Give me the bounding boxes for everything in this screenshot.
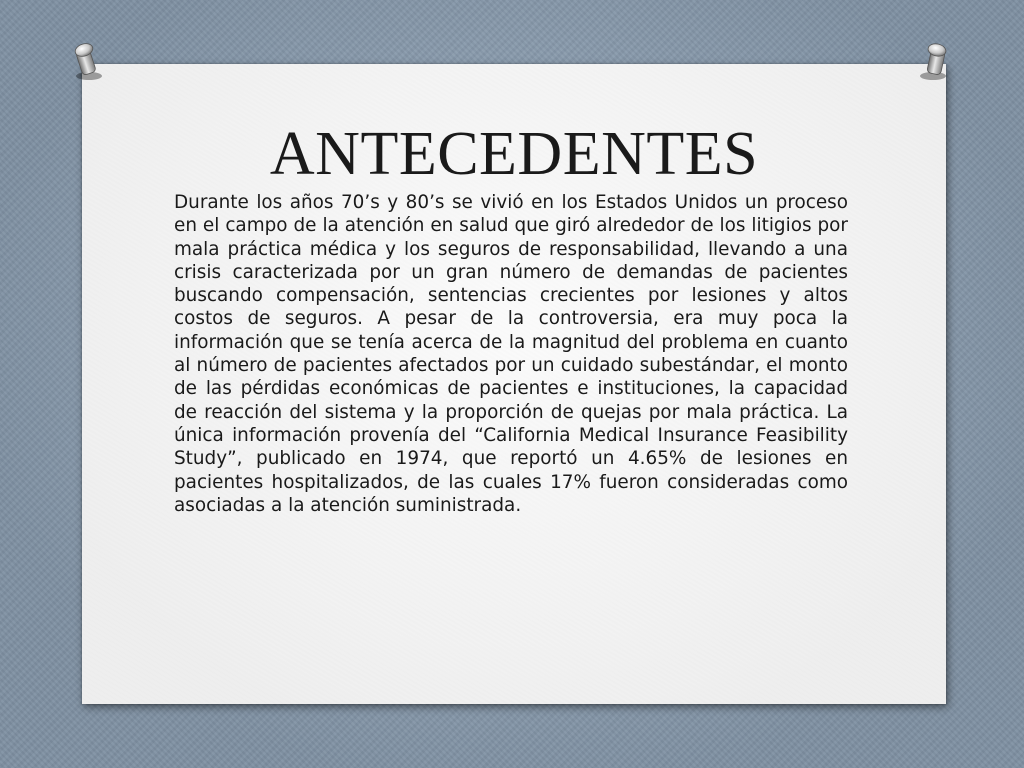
pushpin-icon	[70, 40, 104, 82]
pushpin-icon	[918, 40, 952, 82]
slide-body-text: Durante los años 70’s y 80’s se vivió en los Estados Unidos un proceso en el campo de la atención en salud que giró alrededor de los litigios por mala práctica médica y los seguros de responsabilidad, llevando a una crisis caracterizada por un gran número de demandas de pacientes buscando compensación, sentencias crecientes por lesiones y altos costos de seguros. A pesar de la controversia, era muy poca la información que se tenía acerca de la magnitud del problema en cuanto al número de pacientes afectados por un cuidado subestándar, el monto de las pérdidas económicas de pacientes e instituciones, la capacidad de reacción del sistema y la proporción de quejas por mala práctica. La única información provenía del “California Medical Insurance Feasibility Study”, publicado en 1974, que reportó un 4.65% de lesiones en pacientes hospitalizados, de las cuales 17% fueron consideradas como asociadas a la atención suministrada.	[174, 192, 848, 516]
slide-title: ANTECEDENTES	[269, 120, 759, 188]
